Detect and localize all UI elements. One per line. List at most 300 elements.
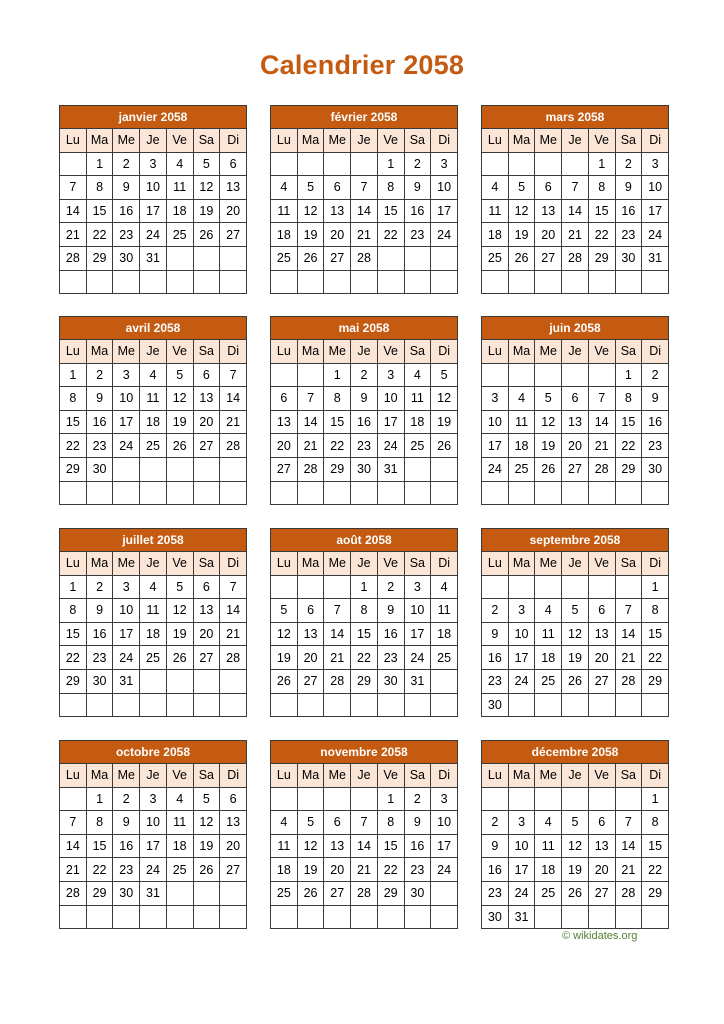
day-cell [588,481,615,505]
day-cell: 11 [271,199,298,223]
week-row [482,693,669,717]
day-name: Ma [508,552,535,576]
day-cell: 16 [404,834,431,858]
day-cell [297,575,324,599]
day-cell: 23 [615,223,642,247]
day-cell [60,693,87,717]
day-cell: 22 [86,223,113,247]
day-cell: 31 [140,246,167,270]
day-cell [562,787,589,811]
day-cell: 23 [113,223,140,247]
day-cell [562,363,589,387]
day-cell: 8 [615,387,642,411]
day-cell: 14 [220,599,247,623]
day-cell: 30 [404,881,431,905]
day-cell [193,881,220,905]
day-cell: 19 [508,223,535,247]
day-cell: 29 [642,669,669,693]
week-row [482,246,669,270]
day-cell: 16 [482,646,509,670]
day-cell: 11 [508,410,535,434]
week-row [60,693,247,717]
day-cell: 19 [297,223,324,247]
day-cell [271,693,298,717]
day-cell: 1 [377,152,404,176]
day-cell [193,693,220,717]
day-cell: 5 [562,599,589,623]
day-cell: 4 [508,387,535,411]
day-cell: 21 [351,223,378,247]
day-cell [166,246,193,270]
day-cell: 20 [220,199,247,223]
day-cell [60,270,87,294]
month-title: novembre 2058 [271,741,458,764]
day-cell: 18 [431,622,458,646]
day-cell: 20 [324,223,351,247]
day-cell: 27 [562,457,589,481]
day-cell [562,270,589,294]
day-cell: 29 [588,246,615,270]
day-cell: 4 [535,599,562,623]
day-name: Je [351,129,378,153]
day-cell [271,270,298,294]
day-cell: 5 [166,363,193,387]
day-cell: 24 [482,457,509,481]
day-cell: 16 [615,199,642,223]
day-cell: 17 [140,834,167,858]
day-cell [508,575,535,599]
day-cell: 16 [113,199,140,223]
day-cell [271,787,298,811]
day-cell [588,905,615,929]
month-table [59,528,247,717]
day-name: Di [431,129,458,153]
day-cell: 5 [431,363,458,387]
week-row [482,622,669,646]
day-name: Ma [86,129,113,153]
day-cell: 29 [86,881,113,905]
day-cell [324,481,351,505]
day-cell [431,905,458,929]
day-cell: 20 [535,223,562,247]
day-cell: 17 [431,199,458,223]
day-cell: 22 [615,434,642,458]
day-cell [271,905,298,929]
day-cell [431,481,458,505]
month-title: juin 2058 [482,317,669,340]
day-cell: 8 [86,176,113,200]
day-cell [535,270,562,294]
day-cell: 25 [535,669,562,693]
day-cell: 12 [535,410,562,434]
day-cell: 4 [166,152,193,176]
day-cell: 28 [297,457,324,481]
day-cell: 19 [562,858,589,882]
day-cell [60,905,87,929]
week-row [482,858,669,882]
day-cell: 5 [297,811,324,835]
day-cell: 18 [404,410,431,434]
day-cell: 10 [140,811,167,835]
week-row [271,434,458,458]
week-row [482,811,669,835]
day-cell [113,905,140,929]
week-row [271,410,458,434]
day-name: Ve [166,764,193,788]
day-cell: 9 [642,387,669,411]
day-cell: 1 [377,787,404,811]
day-cell: 15 [351,622,378,646]
day-cell: 24 [642,223,669,247]
day-cell: 14 [615,834,642,858]
day-cell: 27 [535,246,562,270]
day-cell: 30 [113,881,140,905]
day-name: Ve [377,129,404,153]
day-name: Ma [86,552,113,576]
day-cell: 8 [377,811,404,835]
month-title: avril 2058 [60,317,247,340]
day-cell [86,693,113,717]
day-cell [140,693,167,717]
day-cell [377,481,404,505]
week-row [60,905,247,929]
day-cell: 26 [297,881,324,905]
day-cell: 14 [60,834,87,858]
day-name: Ma [297,340,324,364]
week-row [271,811,458,835]
day-cell: 3 [508,811,535,835]
day-cell: 21 [588,434,615,458]
day-cell: 27 [271,457,298,481]
day-cell [535,905,562,929]
week-row [60,646,247,670]
month-title: mars 2058 [482,106,669,129]
day-name: Sa [615,340,642,364]
day-cell: 8 [351,599,378,623]
week-row [60,387,247,411]
day-cell [166,270,193,294]
day-cell [482,152,509,176]
day-cell: 15 [615,410,642,434]
week-row [482,457,669,481]
day-cell: 23 [86,646,113,670]
week-row [60,410,247,434]
day-cell: 15 [642,622,669,646]
day-cell [220,905,247,929]
month-title: janvier 2058 [60,106,247,129]
day-cell: 10 [377,387,404,411]
day-cell [562,905,589,929]
week-row [60,363,247,387]
day-cell: 2 [404,152,431,176]
day-cell [297,787,324,811]
day-cell: 8 [642,599,669,623]
day-cell: 26 [562,881,589,905]
day-cell: 29 [60,457,87,481]
day-name: Lu [60,340,87,364]
day-cell: 8 [86,811,113,835]
month-title: mai 2058 [271,317,458,340]
day-name: Di [431,552,458,576]
day-cell: 9 [351,387,378,411]
day-name: Lu [482,764,509,788]
week-row [60,669,247,693]
day-cell: 12 [166,599,193,623]
month-title: octobre 2058 [60,741,247,764]
week-row [482,881,669,905]
day-cell: 28 [588,457,615,481]
day-cell [377,905,404,929]
day-cell: 21 [220,622,247,646]
day-name: Sa [193,552,220,576]
day-cell: 22 [642,646,669,670]
day-cell [324,787,351,811]
day-cell [431,881,458,905]
day-name: Ve [377,764,404,788]
day-cell: 15 [642,834,669,858]
day-cell: 3 [508,599,535,623]
day-name: Lu [271,129,298,153]
day-cell [404,481,431,505]
week-row [482,481,669,505]
day-cell: 17 [140,199,167,223]
day-cell: 2 [482,599,509,623]
day-cell: 21 [615,646,642,670]
day-cell: 1 [60,575,87,599]
day-cell: 1 [588,152,615,176]
day-cell: 26 [431,434,458,458]
day-cell: 9 [113,811,140,835]
page-title: Calendrier 2058 [259,50,465,80]
day-cell: 13 [562,410,589,434]
day-cell: 7 [351,811,378,835]
month-table [59,105,247,294]
day-cell: 7 [324,599,351,623]
day-cell: 18 [535,858,562,882]
day-name: Lu [60,764,87,788]
day-cell: 3 [113,363,140,387]
day-cell: 29 [377,881,404,905]
day-cell [615,693,642,717]
day-name: Di [220,129,247,153]
day-cell: 10 [642,176,669,200]
day-cell: 13 [588,622,615,646]
day-cell [615,270,642,294]
day-cell: 1 [324,363,351,387]
day-cell [324,575,351,599]
day-cell [404,246,431,270]
day-cell: 5 [535,387,562,411]
day-cell [297,363,324,387]
day-cell: 22 [642,858,669,882]
day-cell: 25 [271,881,298,905]
day-cell [351,905,378,929]
day-cell: 15 [60,622,87,646]
day-cell: 30 [86,457,113,481]
day-name: Lu [271,340,298,364]
day-cell: 2 [351,363,378,387]
day-cell: 23 [404,858,431,882]
day-cell [193,270,220,294]
day-cell: 1 [642,787,669,811]
day-cell: 12 [562,622,589,646]
week-row [60,457,247,481]
day-cell: 4 [431,575,458,599]
day-cell: 27 [220,223,247,247]
day-cell: 21 [562,223,589,247]
day-cell [220,669,247,693]
day-name: Ve [166,129,193,153]
day-cell: 7 [220,363,247,387]
day-cell: 2 [113,152,140,176]
day-cell: 5 [193,787,220,811]
day-cell: 1 [351,575,378,599]
day-cell: 8 [60,387,87,411]
day-name: Me [324,340,351,364]
day-cell [297,152,324,176]
day-cell: 28 [60,246,87,270]
day-cell: 2 [86,575,113,599]
day-name: Sa [615,552,642,576]
day-cell: 28 [324,669,351,693]
week-row [60,199,247,223]
day-cell: 24 [431,858,458,882]
day-cell: 9 [377,599,404,623]
day-cell: 26 [297,246,324,270]
day-cell: 21 [615,858,642,882]
day-cell: 15 [588,199,615,223]
day-cell [588,575,615,599]
day-cell: 7 [562,176,589,200]
week-row [271,176,458,200]
month-table [270,528,458,717]
day-name: Sa [404,129,431,153]
day-cell [220,270,247,294]
day-cell: 21 [220,410,247,434]
day-cell [642,905,669,929]
day-name: Me [535,764,562,788]
day-cell: 5 [297,176,324,200]
day-name: Ve [377,340,404,364]
day-cell: 13 [324,834,351,858]
day-cell: 19 [166,410,193,434]
day-cell: 22 [377,858,404,882]
day-name: Ve [588,129,615,153]
day-cell [166,669,193,693]
day-cell: 23 [482,881,509,905]
day-cell: 10 [431,176,458,200]
day-cell: 28 [220,646,247,670]
day-name: Sa [193,764,220,788]
day-cell: 8 [377,176,404,200]
day-name: Ve [166,340,193,364]
week-row [271,246,458,270]
day-cell: 10 [508,622,535,646]
day-cell: 7 [297,387,324,411]
day-cell: 20 [220,834,247,858]
day-name: Je [140,764,167,788]
day-cell: 29 [351,669,378,693]
day-cell [535,152,562,176]
day-cell: 20 [562,434,589,458]
day-cell [166,905,193,929]
day-cell [482,787,509,811]
week-row [482,410,669,434]
day-cell [193,457,220,481]
week-row [271,646,458,670]
day-cell: 7 [60,811,87,835]
day-cell: 31 [113,669,140,693]
day-cell: 2 [377,575,404,599]
day-cell: 10 [113,387,140,411]
day-cell: 26 [193,858,220,882]
week-row [482,199,669,223]
day-cell [193,905,220,929]
week-row [271,387,458,411]
day-cell: 10 [140,176,167,200]
day-cell: 28 [351,246,378,270]
day-cell: 18 [271,223,298,247]
day-cell: 4 [271,176,298,200]
month-table [270,740,458,929]
day-cell: 25 [508,457,535,481]
day-cell: 1 [86,152,113,176]
day-cell [562,481,589,505]
day-cell [86,905,113,929]
day-cell: 5 [166,575,193,599]
day-cell: 29 [60,669,87,693]
day-name: Me [113,552,140,576]
day-cell [297,693,324,717]
day-cell: 27 [324,246,351,270]
day-cell: 24 [508,881,535,905]
day-cell: 27 [297,669,324,693]
day-cell: 4 [140,575,167,599]
day-cell: 30 [86,669,113,693]
day-cell [431,270,458,294]
day-cell: 6 [220,152,247,176]
day-cell [140,457,167,481]
day-cell [271,575,298,599]
day-cell [377,693,404,717]
day-cell: 18 [140,622,167,646]
day-name: Sa [404,340,431,364]
day-name: Ma [508,340,535,364]
day-cell: 1 [86,787,113,811]
month-title: août 2058 [271,529,458,552]
week-row [60,881,247,905]
day-cell: 23 [113,858,140,882]
day-cell: 19 [562,646,589,670]
day-name: Ve [588,340,615,364]
day-cell: 27 [324,881,351,905]
month-title: février 2058 [271,106,458,129]
month-title: septembre 2058 [482,529,669,552]
day-cell: 9 [482,622,509,646]
day-cell: 22 [588,223,615,247]
day-cell [404,270,431,294]
day-cell [166,881,193,905]
day-name: Je [562,340,589,364]
day-cell: 4 [140,363,167,387]
day-cell: 26 [535,457,562,481]
day-cell: 17 [404,622,431,646]
day-cell: 30 [113,246,140,270]
day-cell: 3 [404,575,431,599]
week-row [482,599,669,623]
day-cell [535,787,562,811]
day-name: Di [220,764,247,788]
